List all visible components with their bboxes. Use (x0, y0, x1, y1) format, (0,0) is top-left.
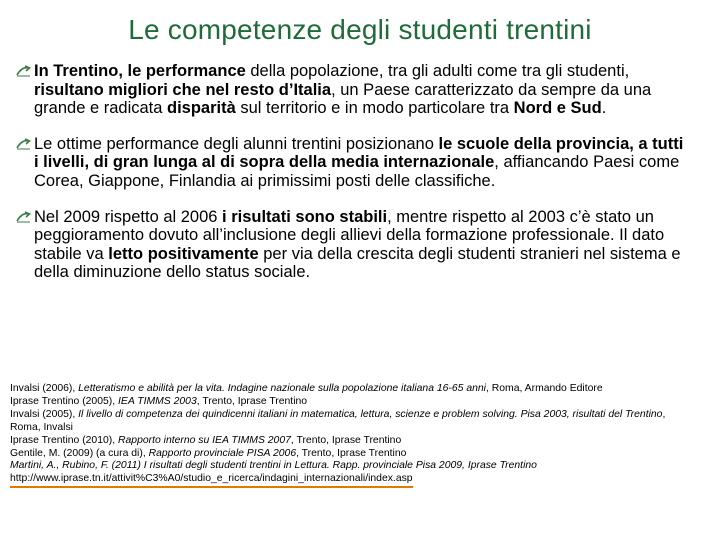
bullet-text: , un Paese caratterizzato da sempre da una grande e radicata (34, 80, 652, 118)
reference-publisher: , Iprase Trentino (462, 460, 537, 472)
bullet-text-bold: le scuole della provincia, a tutti i livelli, di gran lunga al di sopra della media internazionale (34, 134, 684, 172)
reference-author: Invalsi (2006), (10, 383, 79, 394)
bullet-text: Le ottime performance degli alunni trentini posizionano (34, 134, 439, 153)
reference-link[interactable]: http://www.iprase.tn.it/attivit%C3%A0/studio_e_ricerca/indagini_internazionali/index.asp (10, 473, 413, 488)
bullet-text: della popolazione, tra gli adulti come tra gli studenti, (245, 62, 630, 80)
bullet-item-trentino-performance (16, 62, 688, 118)
reference-author: Iprase Trentino (2005), (10, 395, 119, 407)
bullet-text-bold: disparità (167, 99, 236, 118)
reference-publisher: , Roma, Armando Editore (485, 383, 603, 394)
reference-publisher: , Roma, Invalsi (10, 408, 666, 433)
bullet-arrow-icon (16, 65, 31, 77)
bullet-text: sul territorio e in modo particolare tra (235, 99, 514, 118)
bullet-text: . (601, 99, 607, 118)
reference-item (10, 460, 690, 473)
bullet-text: per via della crescita degli studenti stranieri nel sistema e della diminuzione dello status sociale. (34, 244, 681, 282)
bullet-text-bold: risultano migliori che nel resto d’Italia (34, 80, 332, 99)
bullet-text-bold: letto positivamente (108, 244, 259, 263)
references (10, 383, 690, 488)
bullet-item-school-ranking (16, 135, 688, 191)
bullet-list (16, 62, 688, 299)
bullet-text: , mentre rispetto al 2003 c’è stato un peggioramento dovuto all’inclusione degli allievi della formazione professionale. Il dato stabile va (34, 207, 665, 263)
reference-title: Rapporto interno su IEA TIMMS 2007 (118, 434, 291, 446)
bullet-text-bold: i risultati sono stabili (222, 207, 388, 226)
reference-item (10, 448, 690, 461)
bullet-arrow-icon (16, 138, 31, 150)
bullet-text: , affiancando Paesi come Corea, Giappone, Finlandia ai primissimi posti delle classifiche. (34, 153, 680, 190)
reference-author: Invalsi (2005), (10, 408, 79, 420)
bullet-text-bold: Nord e Sud (513, 99, 602, 118)
bullet-text-bold: In Trentino, le performance (34, 62, 246, 80)
reference-item (10, 435, 690, 448)
bullet-arrow-icon (16, 211, 31, 223)
reference-title: Il livello di competenza dei quindicenni italiani in matematica, lettura, scienze e problem solving. Pisa 2003, risultati del Trentino (78, 408, 663, 420)
reference-author: Iprase Trentino (2010), (10, 434, 119, 446)
reference-publisher: , Trento, Iprase Trentino (290, 434, 402, 446)
reference-item (10, 383, 690, 396)
reference-publisher: , Trento, Iprase Trentino (196, 395, 308, 407)
reference-item (10, 396, 690, 409)
reference-link-row (10, 473, 690, 488)
reference-publisher: , Trento, Iprase Trentino (296, 447, 407, 459)
reference-title: Rapporto provinciale PISA 2006 (148, 447, 297, 459)
bullet-item-2009-results (16, 208, 688, 282)
slide-title: Le competenze degli studenti trentini (128, 14, 592, 45)
reference-author: Gentile, M. (2009) (a cura di), (10, 447, 149, 459)
reference-title: Letteratismo e abilità per la vita. Indagine nazionale sulla popolazione italiana 16-65 anni (78, 383, 486, 394)
reference-item (10, 409, 690, 435)
reference-title: IEA TIMMS 2003 (118, 395, 197, 407)
reference-title: I risultati degli studenti trentini in Lettura. Rapp. provinciale Pisa 2009 (143, 460, 463, 472)
bullet-text: Nel 2009 rispetto al 2006 (34, 207, 223, 226)
reference-author: Martini, A., Rubino, F. (2011) (10, 460, 144, 472)
